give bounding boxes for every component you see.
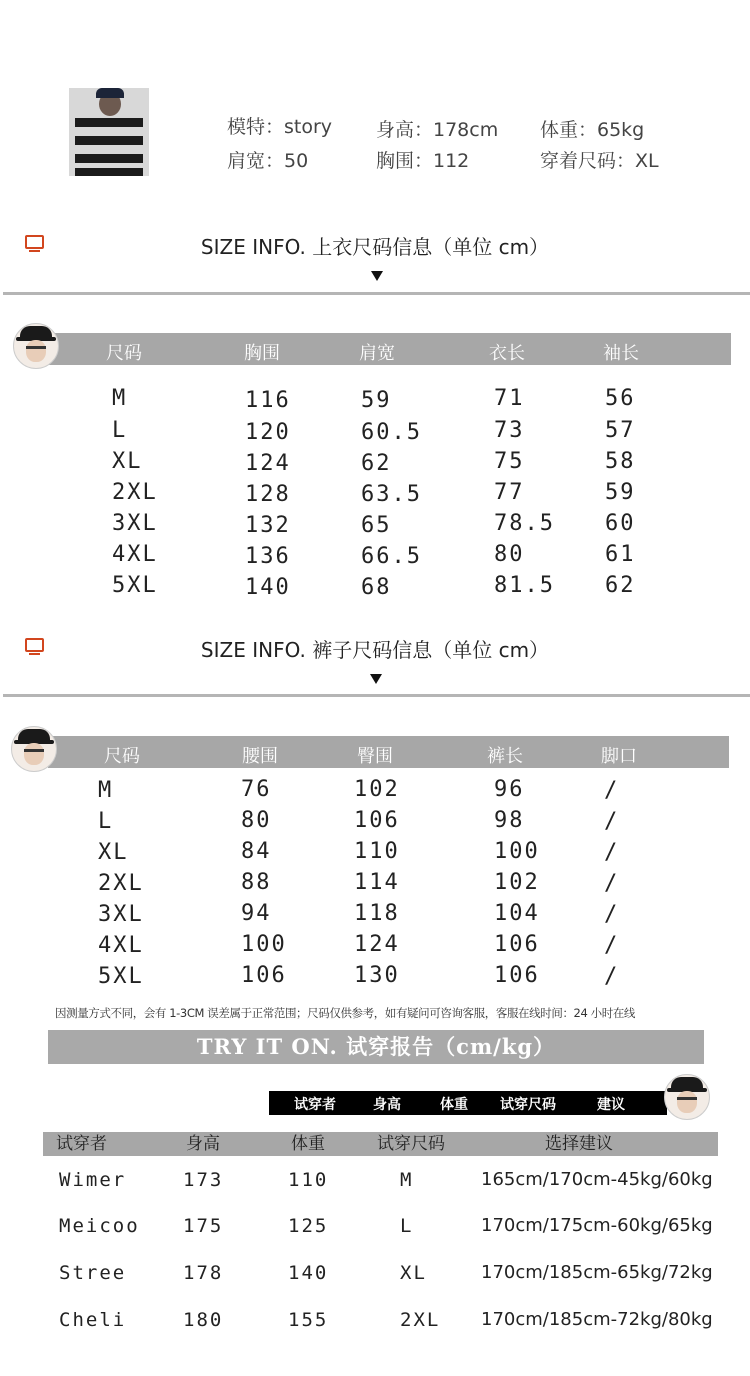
table-cell: XL — [112, 449, 143, 474]
table-cell: / — [604, 778, 620, 803]
table-cell: M — [98, 778, 114, 803]
black-header-weight: 体重 — [440, 1097, 468, 1113]
table-cell: M — [112, 386, 128, 411]
tester-size: XL — [400, 1262, 427, 1284]
table-cell: 56 — [605, 386, 636, 411]
table-cell: 106 — [241, 963, 287, 988]
col-header-tester: 试穿者 — [56, 1134, 107, 1154]
table-cell: 140 — [245, 575, 291, 600]
model-height: 身高：178cm — [376, 119, 499, 141]
table-cell: 73 — [494, 418, 525, 443]
table-cell: 65 — [361, 513, 392, 538]
section-divider — [3, 292, 750, 295]
table-cell: 62 — [605, 573, 636, 598]
table-cell: L — [98, 809, 114, 834]
col-header-leg-opening: 脚口 — [601, 746, 637, 767]
model-shoulder: 肩宽：50 — [227, 150, 309, 172]
model-photo — [69, 88, 149, 176]
down-arrow-icon — [370, 674, 382, 684]
table-cell: 58 — [605, 449, 636, 474]
black-header-height: 身高 — [373, 1097, 401, 1113]
table-cell: 106 — [494, 963, 540, 988]
top-size-title: SIZE INFO. 上衣尺码信息（单位 cm） — [200, 235, 550, 259]
col-header-weight: 体重 — [291, 1134, 325, 1154]
table-cell: / — [604, 902, 620, 927]
tester-name: Wimer — [59, 1169, 127, 1191]
tester-weight: 125 — [288, 1215, 329, 1237]
table-cell: 61 — [605, 542, 636, 567]
avatar — [13, 323, 59, 369]
tester-weight: 155 — [288, 1309, 329, 1331]
table-cell: 76 — [241, 777, 272, 802]
table-cell: 71 — [494, 386, 525, 411]
black-header-tester: 试穿者 — [294, 1097, 336, 1113]
table-cell: 132 — [245, 513, 291, 538]
table-cell: 66.5 — [361, 544, 422, 569]
down-arrow-icon — [371, 271, 383, 281]
model-size: 穿着尺码：XL — [540, 150, 659, 172]
table-cell: 3XL — [98, 902, 144, 927]
col-header-shoulder: 肩宽 — [359, 343, 395, 364]
table-cell: 120 — [245, 420, 291, 445]
table-cell: 100 — [241, 932, 287, 957]
table-cell: 98 — [494, 808, 525, 833]
col-header-size: 尺码 — [104, 746, 140, 767]
col-header-height: 身高 — [186, 1134, 220, 1154]
table-cell: / — [604, 871, 620, 896]
table-cell: 110 — [354, 839, 400, 864]
tester-size: M — [400, 1169, 414, 1191]
tester-height: 178 — [183, 1262, 224, 1284]
table-cell: 63.5 — [361, 482, 422, 507]
table-cell: 81.5 — [494, 573, 555, 598]
table-cell: 102 — [494, 870, 540, 895]
table-cell: 59 — [605, 480, 636, 505]
col-header-chest: 胸围 — [244, 343, 280, 364]
tester-name: Meicoo — [59, 1215, 140, 1237]
tester-suggestion: 170cm/185cm-72kg/80kg — [481, 1309, 713, 1330]
pants-size-title: SIZE INFO. 裤子尺码信息（单位 cm） — [200, 638, 550, 662]
try-on-banner: TRY IT ON. 试穿报告（cm/kg） — [48, 1030, 704, 1064]
table-cell: 94 — [241, 901, 272, 926]
measurement-note: 因测量方式不同，会有 1-3CM 误差属于正常范围；尺码仅供参考，如有疑问可咨询客服，客服在线时间：24 小时在线 — [55, 1006, 636, 1020]
avatar — [11, 726, 57, 772]
section-divider — [3, 694, 750, 697]
black-header-size: 试穿尺码 — [500, 1097, 556, 1113]
tester-suggestion: 170cm/185cm-65kg/72kg — [481, 1262, 713, 1283]
table-cell: 104 — [494, 901, 540, 926]
tester-name: Cheli — [59, 1309, 127, 1331]
table-cell: 124 — [245, 451, 291, 476]
table-cell: 84 — [241, 839, 272, 864]
col-header-waist: 腰围 — [242, 746, 278, 767]
black-header-advice: 建议 — [597, 1097, 625, 1113]
tester-weight: 110 — [288, 1169, 329, 1191]
table-cell: 68 — [361, 575, 392, 600]
tester-weight: 140 — [288, 1262, 329, 1284]
table-cell: L — [112, 418, 128, 443]
table-cell: 106 — [354, 808, 400, 833]
table-cell: 57 — [605, 418, 636, 443]
tester-suggestion: 165cm/170cm-45kg/60kg — [481, 1169, 713, 1190]
table-cell: 96 — [494, 777, 525, 802]
col-header-try-size: 试穿尺码 — [377, 1134, 445, 1154]
col-header-pant-length: 裤长 — [487, 746, 523, 767]
table-cell: 62 — [361, 451, 392, 476]
table-cell: 60 — [605, 511, 636, 536]
model-name: 模特：story — [227, 116, 333, 138]
table-cell: 136 — [245, 544, 291, 569]
col-header-sleeve: 袖长 — [603, 343, 639, 364]
table-cell: 130 — [354, 963, 400, 988]
table-cell: / — [604, 933, 620, 958]
table-cell: 102 — [354, 777, 400, 802]
table-cell: 59 — [361, 388, 392, 413]
table-cell: 128 — [245, 482, 291, 507]
tester-size: L — [400, 1215, 414, 1237]
table-cell: 116 — [245, 388, 291, 413]
table-cell: / — [604, 964, 620, 989]
table-cell: 4XL — [98, 933, 144, 958]
table-cell: 100 — [494, 839, 540, 864]
table-cell: 80 — [241, 808, 272, 833]
model-weight: 体重：65kg — [540, 119, 645, 141]
col-header-length: 衣长 — [489, 343, 525, 364]
table-cell: 2XL — [112, 480, 158, 505]
tester-height: 175 — [183, 1215, 224, 1237]
table-cell: 5XL — [98, 964, 144, 989]
tester-name: Stree — [59, 1262, 127, 1284]
table-cell: 88 — [241, 870, 272, 895]
tester-height: 173 — [183, 1169, 224, 1191]
table-cell: 80 — [494, 542, 525, 567]
table-cell: / — [604, 840, 620, 865]
table-cell: 3XL — [112, 511, 158, 536]
col-header-hip: 臀围 — [357, 746, 393, 767]
model-chest: 胸围：112 — [376, 150, 470, 172]
tester-suggestion: 170cm/175cm-60kg/65kg — [481, 1215, 713, 1236]
table-cell: / — [604, 809, 620, 834]
table-cell: 60.5 — [361, 420, 422, 445]
col-header-suggestion: 选择建议 — [545, 1134, 613, 1154]
tester-size: 2XL — [400, 1309, 441, 1331]
table-cell: 4XL — [112, 542, 158, 567]
table-cell: 114 — [354, 870, 400, 895]
avatar — [664, 1074, 710, 1120]
table-cell: 77 — [494, 480, 525, 505]
table-cell: 5XL — [112, 573, 158, 598]
table-cell: 75 — [494, 449, 525, 474]
tester-height: 180 — [183, 1309, 224, 1331]
table-cell: 118 — [354, 901, 400, 926]
table-cell: 106 — [494, 932, 540, 957]
table-cell: 2XL — [98, 871, 144, 896]
table-cell: 124 — [354, 932, 400, 957]
col-header-size: 尺码 — [106, 343, 142, 364]
table-cell: XL — [98, 840, 129, 865]
table-cell: 78.5 — [494, 511, 555, 536]
